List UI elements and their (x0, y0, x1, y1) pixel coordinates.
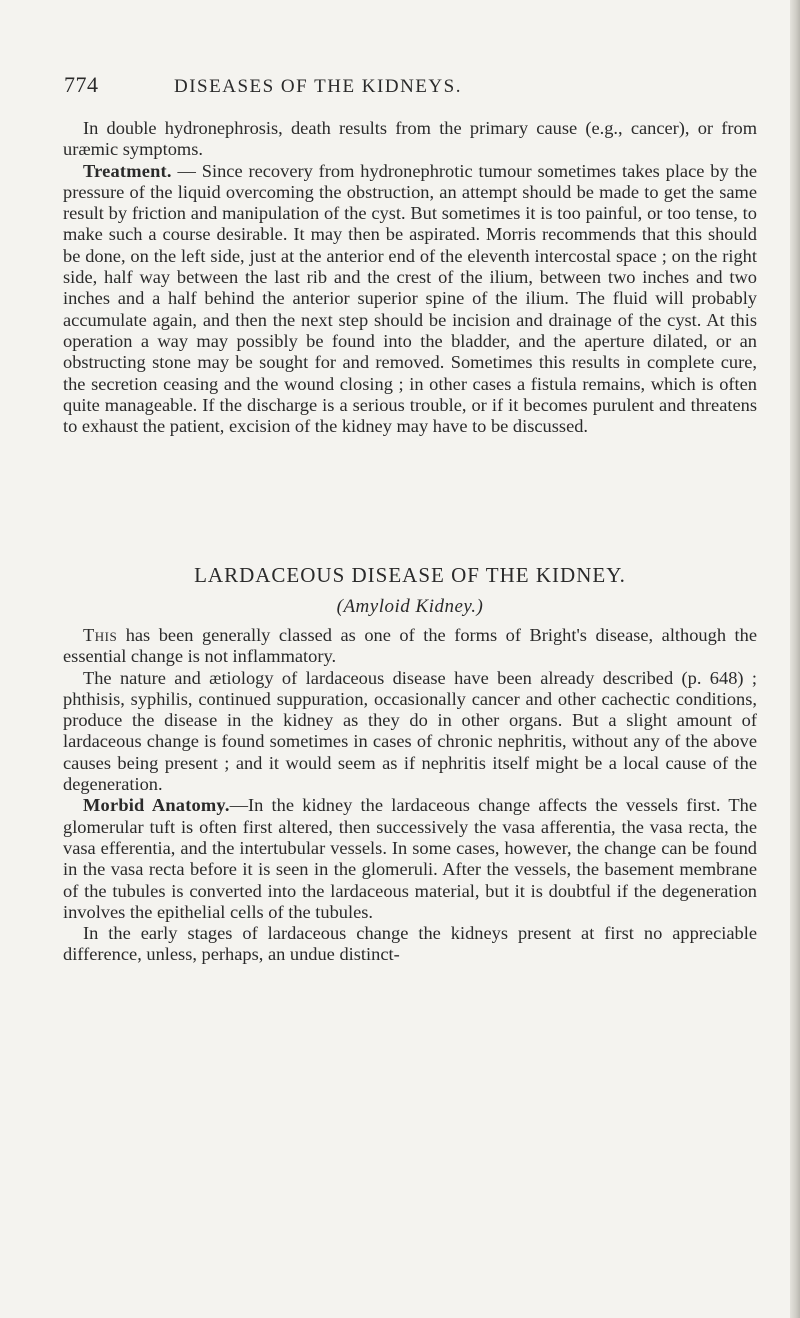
page-edge (790, 0, 800, 1318)
paragraph-intro (63, 625, 757, 668)
treatment-heading: Treatment. (83, 160, 172, 181)
morbid-anatomy-body: —In the kidney the lardaceous change affects the vessels first. The glomerular tuft is often first altered, then successively the vasa afferentia, the vasa recta, the vasa efferentia, and the intertubular vessels. In some cases, however, the change can be found in the vasa recta before it is seen in the glomeruli. After the vessels, the basement membrane of the tubules is converted into the lardaceous material, but it is doubtful if the degeneration involves the epithelial cells of the tubules. (63, 795, 757, 922)
paragraph-morbid-anatomy (63, 795, 757, 923)
intro-body: has been generally classed as one of the forms of Bright's disease, although the essential change is not inflammatory. (63, 625, 757, 667)
section-lardaceous-text (63, 625, 757, 966)
treatment-body: — Since recovery from hydronephrotic tumour sometimes takes place by the pressure of the liquid overcoming the obstruction, an attempt should be made to get the same result by friction and manipulation of the cyst. But sometimes it is too painful, or too tense, to make such a course desirable. It may then be aspirated. Morris recommends that this should be done, on the left side, just at the anterior end of the eleventh intercostal space ; on the right side, half way between the last rib and the crest of the ilium, between two inches and two inches and a half behind the anterior superior spine of the ilium. The fluid will probably accumulate again, and then the next step should be incision and drainage of the cyst. At this operation a way may possibly be found into the bladder, and the aperture dilated, or an obstructing stone may be sought for and removed. Sometimes this results in complete cure, the secretion ceasing and the wound closing ; in other cases a fistula remains, which is often quite manageable. If the discharge is a serious trouble, or if it becomes purulent and threatens to exhaust the patient, excision of the kidney may have to be discussed. (63, 160, 757, 437)
running-title: DISEASES OF THE KIDNEYS. (174, 76, 462, 97)
paragraph-double-hydronephrosis: In double hydronephrosis, death results from the primary cause (e.g., cancer), or from uræmic symptoms. (63, 118, 757, 160)
section-subtitle: (Amyloid Kidney.) (336, 596, 484, 617)
page-number: 774 (64, 72, 99, 97)
page-header (64, 72, 764, 102)
paragraph-aetiology: The nature and ætiology of lardaceous disease have been already described (p. 648) ; phthisis, syphilis, continued suppuration, occasionally cancer and other cachectic conditions, produce the disease in the kidney as they do in other organs. But a slight amount of lardaceous change is found sometimes in cases of chronic nephritis, without any of the above causes being present ; and it would seem as if nephritis itself might be a local cause of the degeneration. (63, 667, 757, 795)
paragraph-treatment (63, 161, 757, 438)
section-title: LARDACEOUS DISEASE OF THE KIDNEY. (194, 563, 626, 587)
section-hydronephrosis-text (63, 118, 757, 437)
intro-lead-word: This (83, 625, 118, 645)
paragraph-early-stages: In the early stages of lardaceous change the kidneys present at first no appreciable difference, unless, perhaps, an undue distinct- (63, 923, 757, 965)
morbid-anatomy-heading: Morbid Anatomy. (83, 795, 230, 816)
